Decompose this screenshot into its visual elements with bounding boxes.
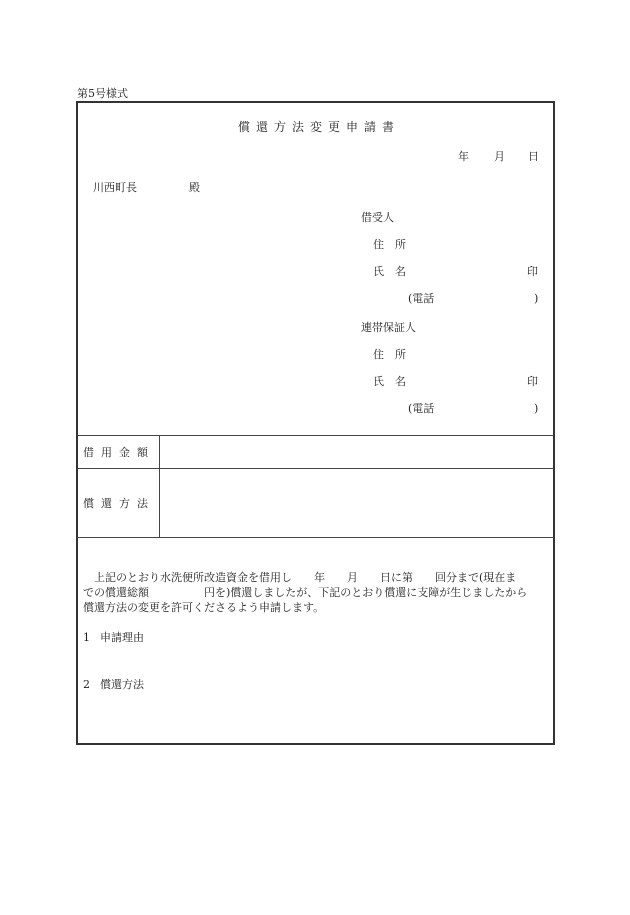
guarantor-phone-open: (電話: [408, 402, 435, 415]
date-year: 年: [458, 150, 469, 163]
borrower-seal: 印: [527, 265, 538, 278]
form-number: 第5号様式: [77, 87, 128, 100]
table-bottom-rule: [77, 537, 554, 538]
repayment-method-field[interactable]: [160, 469, 553, 536]
addressee-name: 川西町長: [93, 181, 137, 194]
form-frame: [76, 101, 555, 745]
item-1-number: 1: [83, 631, 90, 644]
loan-amount-label: 借用金額: [83, 446, 155, 459]
item-2-number: 2: [83, 678, 90, 691]
borrower-heading: 借受人: [361, 211, 394, 224]
borrower-phone-open: (電話: [408, 292, 435, 305]
guarantor-heading: 連帯保証人: [361, 321, 416, 334]
guarantor-phone-close: ): [534, 402, 539, 415]
loan-amount-field[interactable]: [160, 436, 553, 468]
declaration-line-2: での償還総額 円を)償還しましたが、下記のとおり償還に支障が生じましたから: [83, 586, 528, 599]
declaration-line-3: 償還方法の変更を許可くださるよう申請します。: [83, 601, 325, 614]
form-title: 償還方法変更申請書: [238, 120, 401, 134]
date-month: 月: [494, 150, 505, 163]
guarantor-address-label: 住 所: [373, 348, 406, 361]
repayment-method-label: 償還方法: [83, 497, 155, 510]
declaration-line-1: 上記のとおり水洗便所改造資金を借用し 年 月 日に第 回分まで(現在ま: [94, 571, 517, 584]
borrower-name-label: 氏 名: [373, 265, 406, 278]
date-day: 日: [528, 150, 539, 163]
item-2-label: 償還方法: [100, 678, 144, 691]
addressee-honorific: 殿: [189, 181, 200, 194]
borrower-phone-close: ): [534, 292, 539, 305]
declaration-paragraph: [83, 570, 551, 615]
item-1-label: 申請理由: [100, 631, 144, 644]
borrower-address-label: 住 所: [373, 238, 406, 251]
guarantor-seal: 印: [527, 375, 538, 388]
guarantor-name-label: 氏 名: [373, 375, 406, 388]
